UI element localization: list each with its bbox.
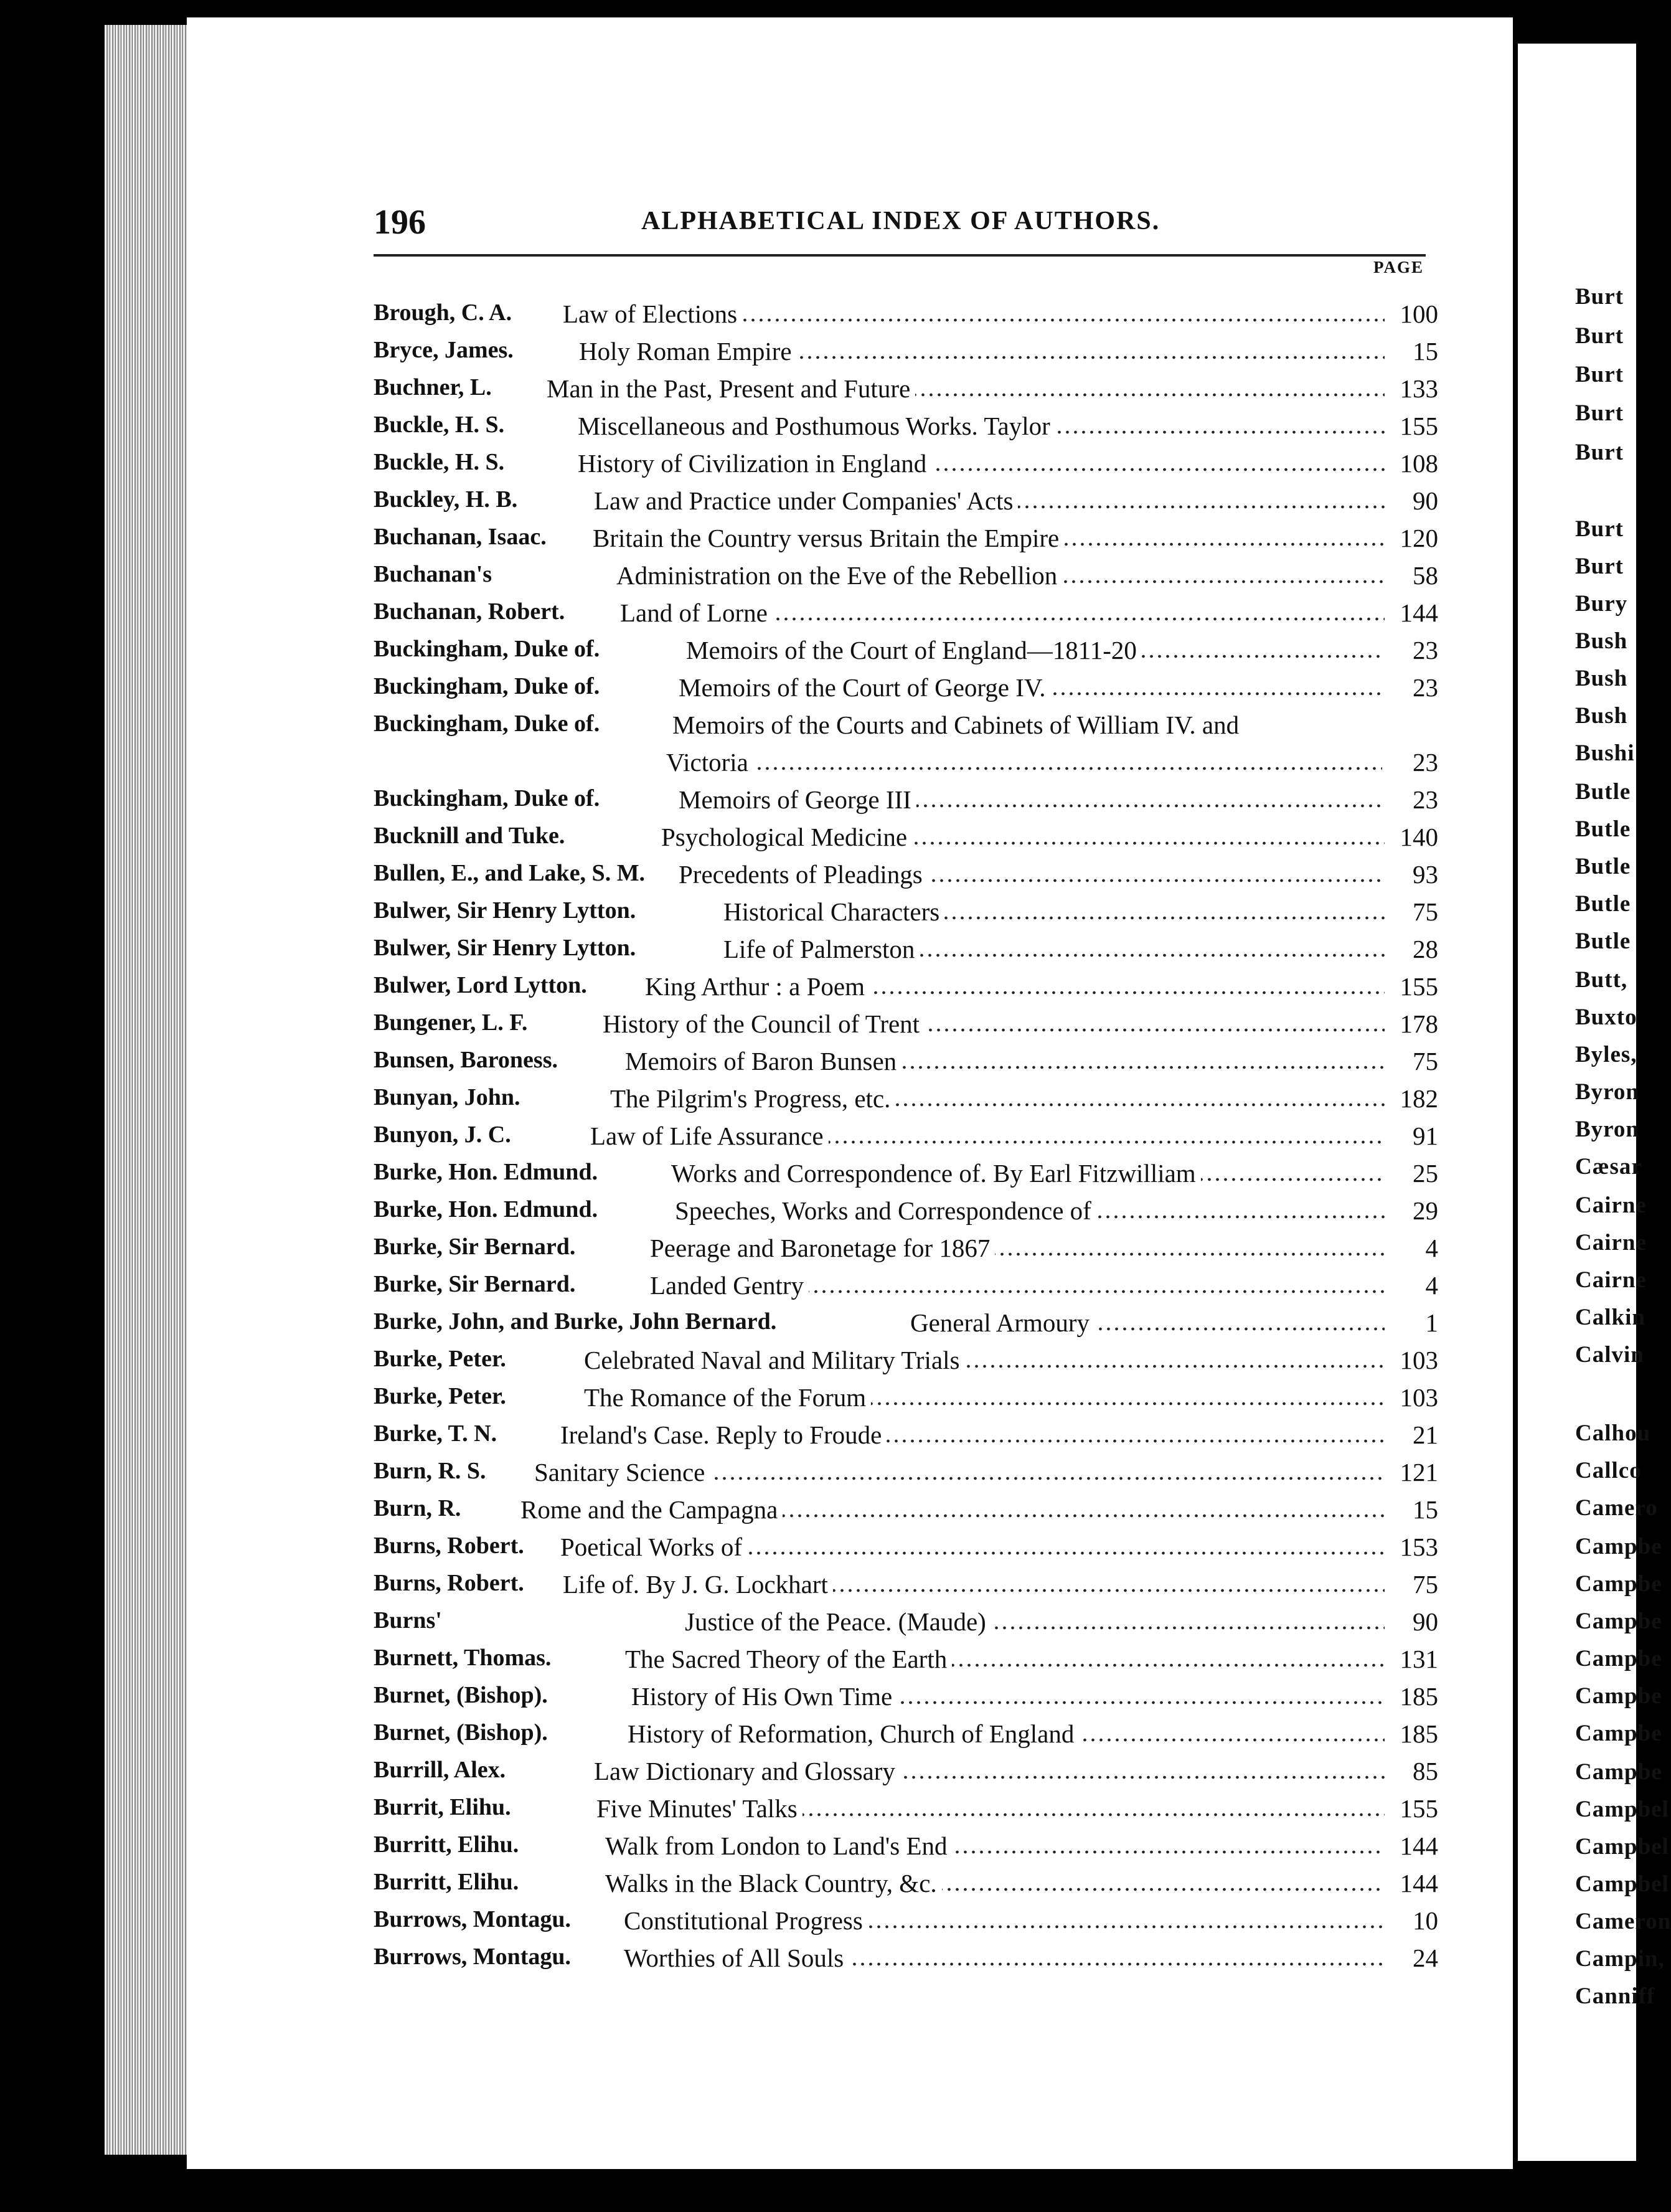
facing-page-entry: Campin, bbox=[1575, 1946, 1665, 1972]
entry-title-leader bbox=[584, 1382, 1388, 1412]
entry-title: Psychological Medicine bbox=[661, 823, 912, 851]
entry-title-leader bbox=[625, 1046, 1388, 1076]
list-item bbox=[374, 560, 1438, 598]
entry-author: Bulwer, Lord Lytton. bbox=[374, 972, 587, 998]
list-item bbox=[374, 1943, 1438, 1980]
entry-page-number: 23 bbox=[1385, 635, 1438, 665]
entry-page-number: 4 bbox=[1385, 1233, 1438, 1263]
entry-page-number: 182 bbox=[1385, 1084, 1438, 1113]
entry-title-leader bbox=[520, 1495, 1388, 1524]
facing-page-entry: Burt bbox=[1575, 323, 1624, 349]
entry-title: The Romance of the Forum bbox=[584, 1383, 871, 1412]
list-item bbox=[374, 1495, 1438, 1532]
entry-page-number: 120 bbox=[1385, 523, 1438, 553]
list-item bbox=[374, 1233, 1438, 1270]
facing-page-entry: Burt bbox=[1575, 516, 1624, 542]
entry-author: Buckingham, Duke of. bbox=[374, 636, 600, 662]
entry-title: Memoirs of George III bbox=[679, 785, 916, 814]
entry-title: Life of. By J. G. Lockhart bbox=[563, 1570, 833, 1599]
entry-title: Celebrated Naval and Military Trials bbox=[584, 1346, 965, 1374]
entry-title: History of His Own Time bbox=[631, 1682, 897, 1711]
entry-page-number: 23 bbox=[1385, 673, 1438, 702]
entry-author: Burke, Sir Bernard. bbox=[374, 1271, 576, 1297]
entry-title: Law of Elections bbox=[563, 300, 742, 328]
facing-page-entry: Byron bbox=[1575, 1079, 1640, 1105]
entry-page-number: 21 bbox=[1385, 1420, 1438, 1450]
facing-page-entry: Cairne bbox=[1575, 1193, 1647, 1218]
entry-page-number: 155 bbox=[1385, 1794, 1438, 1823]
facing-page-entry: Cæsar bbox=[1575, 1154, 1642, 1179]
entry-title: Walk from London to Land's End bbox=[605, 1832, 953, 1860]
list-item bbox=[374, 1270, 1438, 1308]
facing-page-entry: Camero bbox=[1575, 1495, 1658, 1521]
entry-page-number: 100 bbox=[1385, 299, 1438, 329]
entry-title: Law of Life Assurance bbox=[590, 1122, 829, 1150]
list-item bbox=[374, 1644, 1438, 1681]
facing-page-entry: Butle bbox=[1575, 816, 1631, 842]
facing-page-entry: Campbe bbox=[1575, 1571, 1662, 1597]
facing-page-entry: Byron bbox=[1575, 1117, 1640, 1142]
entry-author: Burns' bbox=[374, 1607, 442, 1633]
running-title: ALPHABETICAL INDEX OF AUTHORS. bbox=[641, 207, 1160, 235]
entry-title-leader bbox=[563, 1569, 1388, 1599]
list-item bbox=[374, 934, 1438, 971]
entry-title-leader bbox=[650, 1233, 1388, 1263]
entry-page-number: 75 bbox=[1385, 1569, 1438, 1599]
entry-title: Memoirs of the Courts and Cabinets of William IV. and bbox=[672, 711, 1244, 739]
entry-author: Burn, R. S. bbox=[374, 1458, 486, 1484]
facing-page-entry: Campbe bbox=[1575, 1683, 1662, 1709]
entry-page-number: 23 bbox=[1385, 785, 1438, 815]
entry-page-number: 155 bbox=[1385, 971, 1438, 1001]
book-gutter bbox=[1513, 0, 1518, 2212]
facing-page-entry: Calhou bbox=[1575, 1420, 1651, 1446]
entry-author: Buckle, H. S. bbox=[374, 449, 505, 475]
list-item bbox=[374, 374, 1438, 411]
entry-page-number: 144 bbox=[1385, 1868, 1438, 1898]
page-column-label: PAGE bbox=[1373, 258, 1424, 276]
entry-page-number: 15 bbox=[1385, 1495, 1438, 1524]
entry-title: Memoirs of the Court of George IV. bbox=[679, 673, 1050, 702]
entry-author: Burrows, Montagu. bbox=[374, 1944, 572, 1970]
list-item bbox=[374, 897, 1438, 934]
facing-page-entry: Campbe bbox=[1575, 1609, 1662, 1634]
facing-page-entry: Callco bbox=[1575, 1458, 1642, 1483]
entry-page-number: 90 bbox=[1385, 486, 1438, 516]
facing-page-entry: Burt bbox=[1575, 440, 1624, 465]
entry-title: Life of Palmerston bbox=[723, 935, 920, 963]
facing-page-entry: Campbel bbox=[1575, 1834, 1669, 1860]
list-item bbox=[374, 859, 1438, 897]
entry-page-number: 93 bbox=[1385, 859, 1438, 889]
entry-author: Brough, C. A. bbox=[374, 300, 512, 326]
entry-title-leader bbox=[631, 1681, 1388, 1711]
list-item bbox=[374, 673, 1438, 710]
list-item bbox=[374, 1345, 1438, 1382]
entry-title: Precedents of Pleadings bbox=[679, 860, 928, 889]
list-item bbox=[374, 822, 1438, 859]
facing-page-entry: Campbe bbox=[1575, 1721, 1662, 1746]
facing-page-entry: Bushi bbox=[1575, 740, 1635, 766]
facing-page-entry: Burt bbox=[1575, 362, 1624, 387]
entry-page-number: 91 bbox=[1385, 1121, 1438, 1151]
facing-page-entry: Buxto bbox=[1575, 1004, 1637, 1030]
entry-page-number: 58 bbox=[1385, 560, 1438, 590]
entry-author: Bunyon, J. C. bbox=[374, 1122, 511, 1148]
entry-page-number: 185 bbox=[1385, 1719, 1438, 1749]
entry-title-leader bbox=[661, 822, 1388, 852]
entry-page-number: 10 bbox=[1385, 1906, 1438, 1936]
entry-title-leader bbox=[645, 971, 1388, 1001]
entry-page-number: 15 bbox=[1385, 336, 1438, 366]
entry-page-number: 75 bbox=[1385, 897, 1438, 927]
facing-page-entry: Butle bbox=[1575, 891, 1631, 917]
facing-page-entry: Cameron bbox=[1575, 1909, 1671, 1934]
entry-author: Buckingham, Duke of. bbox=[374, 711, 600, 737]
entry-title-continuation: Victoria bbox=[666, 748, 753, 777]
facing-page-entry: Burt bbox=[1575, 284, 1624, 310]
facing-page-entry: Bush bbox=[1575, 666, 1628, 691]
list-item bbox=[374, 1009, 1438, 1046]
list-item bbox=[374, 448, 1438, 486]
facing-page-entry: Campbe bbox=[1575, 1646, 1662, 1671]
entry-title-leader bbox=[679, 673, 1388, 702]
entry-author: Bunsen, Baroness. bbox=[374, 1047, 558, 1073]
entry-author: Buckingham, Duke of. bbox=[374, 673, 600, 699]
facing-page-entry: Campbe bbox=[1575, 1759, 1662, 1785]
entry-author: Burnet, (Bishop). bbox=[374, 1682, 548, 1708]
entry-title-leader bbox=[650, 1270, 1388, 1300]
entry-author: Burnet, (Bishop). bbox=[374, 1719, 548, 1746]
entry-title: The Sacred Theory of the Earth bbox=[625, 1645, 952, 1673]
entry-title: Rome and the Campagna bbox=[520, 1495, 783, 1524]
facing-page-entry: Butle bbox=[1575, 854, 1631, 879]
entry-author: Burke, Peter. bbox=[374, 1346, 506, 1372]
entry-title-leader bbox=[910, 1308, 1388, 1338]
facing-page-entry: Butle bbox=[1575, 929, 1631, 954]
list-item bbox=[374, 1196, 1438, 1233]
entry-title: History of Reformation, Church of England bbox=[628, 1719, 1079, 1748]
entry-title: Law and Practice under Companies' Acts bbox=[594, 486, 1018, 515]
entry-page-number: 90 bbox=[1385, 1607, 1438, 1637]
entry-title: History of the Council of Trent bbox=[603, 1009, 925, 1038]
list-item bbox=[374, 1084, 1438, 1121]
entry-page-number: 75 bbox=[1385, 1046, 1438, 1076]
facing-page-entry: Bush bbox=[1575, 628, 1628, 654]
list-item bbox=[374, 336, 1438, 374]
entry-title: Walks in the Black Country, &c. bbox=[605, 1869, 942, 1898]
list-item bbox=[374, 710, 1438, 785]
entry-title-leader bbox=[603, 1009, 1388, 1039]
list-item bbox=[374, 411, 1438, 448]
entry-page-number: 185 bbox=[1385, 1681, 1438, 1711]
entry-title-leader bbox=[675, 1196, 1388, 1226]
list-item bbox=[374, 1719, 1438, 1756]
entry-page-number: 121 bbox=[1385, 1457, 1438, 1487]
entry-title-leader bbox=[686, 635, 1388, 665]
facing-page-entry: Butt, bbox=[1575, 967, 1628, 993]
entry-title: Historical Characters bbox=[723, 897, 944, 926]
list-item bbox=[374, 1158, 1438, 1196]
entry-title-leader bbox=[579, 336, 1388, 366]
entry-title: Ireland's Case. Reply to Froude bbox=[560, 1420, 887, 1449]
entry-title-leader bbox=[679, 859, 1388, 889]
entry-page-number: 103 bbox=[1385, 1382, 1438, 1412]
entry-page-number: 133 bbox=[1385, 374, 1438, 404]
entry-title-leader bbox=[594, 1756, 1388, 1786]
entry-title-leader bbox=[610, 1084, 1388, 1113]
entry-author: Buchanan's bbox=[374, 561, 492, 587]
facing-page-entry: Burt bbox=[1575, 400, 1624, 426]
entry-title: Poetical Works of bbox=[560, 1533, 747, 1561]
entry-author: Bunyan, John. bbox=[374, 1084, 520, 1110]
entry-title: General Armoury bbox=[910, 1308, 1094, 1337]
entry-author: Bulwer, Sir Henry Lytton. bbox=[374, 897, 636, 924]
entry-title: Worthies of All Souls bbox=[624, 1944, 849, 1972]
facing-page-entry: Calkin bbox=[1575, 1305, 1645, 1330]
entry-title-leader bbox=[560, 1420, 1388, 1450]
entry-author: Bullen, E., and Lake, S. M. bbox=[374, 860, 646, 886]
facing-page-entry: Calvin bbox=[1575, 1342, 1644, 1368]
entry-author: Burrit, Elihu. bbox=[374, 1794, 511, 1820]
entry-title-leader bbox=[534, 1457, 1388, 1487]
entry-title: Britain the Country versus Britain the Empire bbox=[593, 524, 1064, 552]
entry-title: Memoirs of Baron Bunsen bbox=[625, 1047, 901, 1075]
entry-page-number: 178 bbox=[1385, 1009, 1438, 1039]
entry-title: King Arthur : a Poem bbox=[645, 972, 870, 1001]
entry-title: Works and Correspondence of. By Earl Fitzwilliam bbox=[671, 1159, 1201, 1188]
entry-page-number: 1 bbox=[1385, 1308, 1438, 1338]
facing-page-entry: Cairne bbox=[1575, 1230, 1647, 1255]
entry-page-number: 131 bbox=[1385, 1644, 1438, 1674]
entry-title-leader bbox=[563, 299, 1388, 329]
entry-title: Holy Roman Empire bbox=[579, 337, 797, 366]
entry-title: Land of Lorne bbox=[620, 598, 773, 627]
entry-title: Man in the Past, Present and Future bbox=[547, 374, 915, 403]
entry-title: Sanitary Science bbox=[534, 1458, 710, 1486]
list-item bbox=[374, 1756, 1438, 1794]
entry-title-leader bbox=[605, 1868, 1388, 1898]
facing-page-entry: Burt bbox=[1575, 554, 1624, 579]
entry-author: Burke, Sir Bernard. bbox=[374, 1234, 576, 1260]
list-item bbox=[374, 1046, 1438, 1084]
entry-title-leader bbox=[672, 710, 1388, 740]
entry-author: Bryce, James. bbox=[374, 337, 514, 363]
list-item bbox=[374, 971, 1438, 1009]
entry-title-leader bbox=[679, 785, 1388, 815]
entry-author: Burns, Robert. bbox=[374, 1570, 524, 1596]
entry-title: Memoirs of the Court of England—1811-20 bbox=[686, 636, 1142, 664]
facing-page-entry: Cairne bbox=[1575, 1267, 1647, 1293]
list-item bbox=[374, 1420, 1438, 1457]
list-item bbox=[374, 1121, 1438, 1158]
entry-title: History of Civilization in England bbox=[578, 449, 931, 478]
entry-author: Burke, T. N. bbox=[374, 1420, 497, 1447]
list-item bbox=[374, 635, 1438, 673]
entry-title-leader bbox=[605, 1831, 1388, 1861]
entry-page-number: 23 bbox=[1385, 747, 1438, 777]
list-item bbox=[374, 1831, 1438, 1868]
entry-author: Burn, R. bbox=[374, 1495, 461, 1521]
list-item bbox=[374, 299, 1438, 336]
entry-title-leader bbox=[620, 598, 1388, 628]
entry-title-continuation-leader bbox=[666, 747, 1382, 777]
entry-author: Bulwer, Sir Henry Lytton. bbox=[374, 935, 636, 961]
entry-page-number: 29 bbox=[1385, 1196, 1438, 1226]
list-item bbox=[374, 785, 1438, 822]
entry-page-number: 103 bbox=[1385, 1345, 1438, 1375]
facing-page-entry: Butle bbox=[1575, 779, 1631, 805]
list-item bbox=[374, 1532, 1438, 1569]
list-item bbox=[374, 486, 1438, 523]
list-item bbox=[374, 1308, 1438, 1345]
entry-title-leader bbox=[616, 560, 1388, 590]
facing-page-entry: Campbel bbox=[1575, 1797, 1669, 1822]
entry-author: Burke, John, and Burke, John Bernard. bbox=[374, 1308, 777, 1335]
entry-title-leader bbox=[596, 1794, 1388, 1823]
entry-title-leader bbox=[590, 1121, 1388, 1151]
facing-page-entry: Campbe bbox=[1575, 1534, 1662, 1559]
entry-title-leader bbox=[578, 411, 1388, 441]
entry-page-number: 155 bbox=[1385, 411, 1438, 441]
entry-title: Five Minutes' Talks bbox=[596, 1794, 803, 1823]
entry-page-number: 140 bbox=[1385, 822, 1438, 852]
entry-title: The Pilgrim's Progress, etc. bbox=[610, 1084, 895, 1113]
entry-author: Bungener, L. F. bbox=[374, 1009, 528, 1036]
entry-title-leader bbox=[723, 934, 1388, 964]
list-item bbox=[374, 1607, 1438, 1644]
entry-title-leader bbox=[593, 523, 1388, 553]
entry-author: Burke, Hon. Edmund. bbox=[374, 1159, 598, 1185]
entry-title-leader bbox=[560, 1532, 1388, 1562]
page-header bbox=[374, 202, 1544, 240]
entry-author: Buckle, H. S. bbox=[374, 412, 505, 438]
entry-author: Burrill, Alex. bbox=[374, 1757, 506, 1783]
list-item bbox=[374, 1457, 1438, 1495]
entry-author: Burnett, Thomas. bbox=[374, 1645, 552, 1671]
entry-author: Buckley, H. B. bbox=[374, 486, 518, 513]
entry-author: Burritt, Elihu. bbox=[374, 1869, 519, 1895]
facing-page-entry: Campbel bbox=[1575, 1871, 1669, 1897]
facing-page-entry: Bury bbox=[1575, 591, 1628, 617]
list-item bbox=[374, 1681, 1438, 1719]
entry-page-number: 108 bbox=[1385, 448, 1438, 478]
entry-title: Justice of the Peace. (Maude) bbox=[685, 1607, 991, 1636]
header-rule bbox=[374, 254, 1426, 257]
entry-page-number: 153 bbox=[1385, 1532, 1438, 1562]
entry-page-number: 4 bbox=[1385, 1270, 1438, 1300]
list-item bbox=[374, 598, 1438, 635]
list-item bbox=[374, 1382, 1438, 1420]
entry-title: Peerage and Baronetage for 1867 bbox=[650, 1234, 995, 1262]
list-item bbox=[374, 523, 1438, 560]
entry-page-number: 24 bbox=[1385, 1943, 1438, 1973]
entry-title-leader bbox=[628, 1719, 1388, 1749]
entry-title: Miscellaneous and Posthumous Works. Taylor bbox=[578, 412, 1055, 440]
list-item bbox=[374, 1906, 1438, 1943]
entry-author: Buckingham, Duke of. bbox=[374, 785, 600, 811]
entry-title: Speeches, Works and Correspondence of bbox=[675, 1196, 1096, 1225]
entry-title: Law Dictionary and Glossary bbox=[594, 1757, 900, 1785]
entry-title-leader bbox=[594, 486, 1388, 516]
entry-title-leader bbox=[685, 1607, 1388, 1637]
entry-title-leader bbox=[624, 1906, 1388, 1936]
entry-author: Buchner, L. bbox=[374, 374, 492, 400]
list-item bbox=[374, 1794, 1438, 1831]
list-item bbox=[374, 1569, 1438, 1607]
entry-author: Burke, Peter. bbox=[374, 1383, 506, 1409]
page-number: 196 bbox=[374, 203, 426, 242]
entry-title-leader bbox=[723, 897, 1388, 927]
entry-title-leader bbox=[625, 1644, 1388, 1674]
facing-page-entry: Canniff bbox=[1575, 1983, 1655, 2009]
entry-title: Landed Gentry bbox=[650, 1271, 809, 1300]
entry-page-number: 28 bbox=[1385, 934, 1438, 964]
entry-author: Burrows, Montagu. bbox=[374, 1906, 572, 1932]
facing-page-entry: Bush bbox=[1575, 703, 1628, 729]
entry-title-leader bbox=[671, 1158, 1388, 1188]
list-item bbox=[374, 1868, 1438, 1906]
entry-title: Administration on the Eve of the Rebellion bbox=[616, 561, 1062, 590]
entry-page-number: 144 bbox=[1385, 598, 1438, 628]
entry-title-leader bbox=[584, 1345, 1388, 1375]
entry-title-leader bbox=[578, 448, 1388, 478]
entry-page-number: 144 bbox=[1385, 1831, 1438, 1861]
entry-author: Burns, Robert. bbox=[374, 1533, 524, 1559]
entry-author: Buchanan, Isaac. bbox=[374, 524, 547, 550]
entry-title-leader bbox=[547, 374, 1388, 404]
entry-author: Bucknill and Tuke. bbox=[374, 823, 565, 849]
entry-page-number: 85 bbox=[1385, 1756, 1438, 1786]
entry-page-number: 25 bbox=[1385, 1158, 1438, 1188]
entry-author: Buchanan, Robert. bbox=[374, 598, 565, 625]
facing-page-entry: Byles, bbox=[1575, 1042, 1637, 1067]
entry-title-leader bbox=[624, 1943, 1388, 1973]
entry-author: Burke, Hon. Edmund. bbox=[374, 1196, 598, 1222]
entry-title: Constitutional Progress bbox=[624, 1906, 868, 1935]
entry-author: Burritt, Elihu. bbox=[374, 1832, 519, 1858]
